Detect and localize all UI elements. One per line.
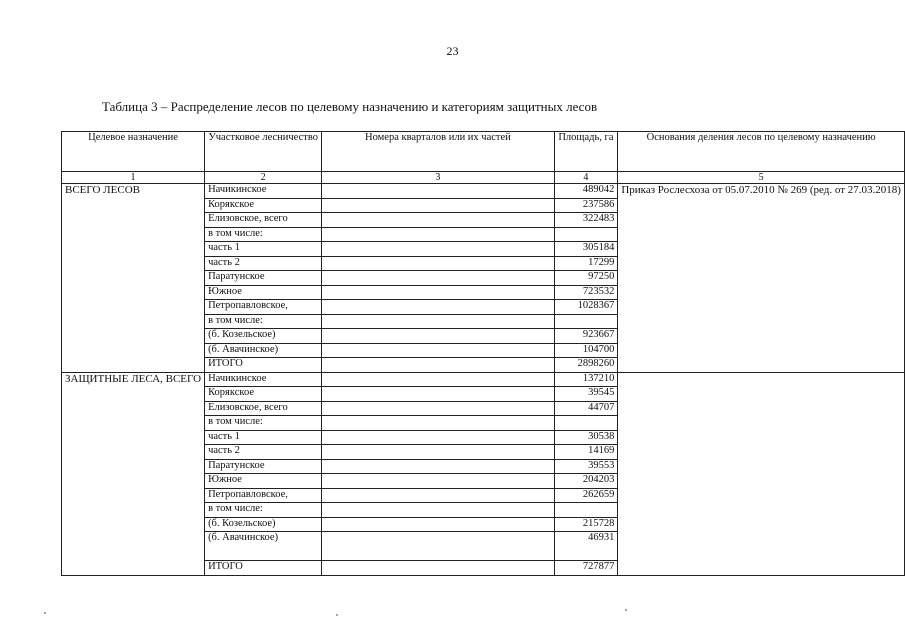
quarters-cell	[322, 517, 554, 532]
quarters-cell	[322, 532, 554, 561]
district-cell: в том числе:	[205, 416, 322, 431]
area-cell: 39545	[554, 387, 618, 402]
district-cell: (б. Козельское)	[205, 329, 322, 344]
quarters-cell	[322, 198, 554, 213]
column-number: 2	[205, 172, 322, 184]
district-cell: Паратунское	[205, 459, 322, 474]
quarters-cell	[322, 561, 554, 576]
quarters-cell	[322, 503, 554, 518]
header-purpose: Целевое назначение	[62, 132, 205, 172]
district-cell: часть 1	[205, 242, 322, 257]
quarters-cell	[322, 314, 554, 329]
quarters-cell	[322, 430, 554, 445]
table-row	[62, 184, 905, 199]
area-cell	[554, 227, 618, 242]
area-cell: 44707	[554, 401, 618, 416]
district-cell: (б. Авачинское)	[205, 343, 322, 358]
quarters-cell	[322, 329, 554, 344]
quarters-cell	[322, 343, 554, 358]
area-cell	[554, 503, 618, 518]
quarters-cell	[322, 445, 554, 460]
area-cell: 204203	[554, 474, 618, 489]
column-number: 4	[554, 172, 618, 184]
area-cell: 46931	[554, 532, 618, 561]
area-cell: 262659	[554, 488, 618, 503]
quarters-cell	[322, 358, 554, 373]
quarters-cell	[322, 459, 554, 474]
category-all-forests: ВСЕГО ЛЕСОВ	[62, 184, 205, 373]
area-cell	[554, 314, 618, 329]
quarters-cell	[322, 271, 554, 286]
total-area: 2898260	[554, 358, 618, 373]
area-cell: 322483	[554, 213, 618, 228]
area-cell: 97250	[554, 271, 618, 286]
header-row	[62, 132, 905, 172]
area-cell: 1028367	[554, 300, 618, 315]
area-cell: 305184	[554, 242, 618, 257]
district-cell: Южное	[205, 285, 322, 300]
area-cell: 17299	[554, 256, 618, 271]
total-label: ИТОГО	[205, 561, 322, 576]
column-number-row	[62, 172, 905, 184]
quarters-cell	[322, 416, 554, 431]
quarters-cell	[322, 387, 554, 402]
area-cell: 30538	[554, 430, 618, 445]
quarters-cell	[322, 488, 554, 503]
quarters-cell	[322, 242, 554, 257]
total-label: ИТОГО	[205, 358, 322, 373]
area-cell: 104700	[554, 343, 618, 358]
total-area: 727877	[554, 561, 618, 576]
scan-speck	[625, 609, 627, 611]
basis-cell	[618, 372, 905, 575]
header-basis: Основания деления лесов по целевому назначению	[618, 132, 905, 172]
category-protective-forests: ЗАЩИТНЫЕ ЛЕСА, ВСЕГО	[62, 372, 205, 575]
quarters-cell	[322, 401, 554, 416]
quarters-cell	[322, 372, 554, 387]
quarters-cell	[322, 256, 554, 271]
area-cell	[554, 416, 618, 431]
district-cell: Елизовское, всего	[205, 213, 322, 228]
quarters-cell	[322, 213, 554, 228]
area-cell: 237586	[554, 198, 618, 213]
area-cell: 215728	[554, 517, 618, 532]
scan-speck	[336, 614, 338, 616]
area-cell: 137210	[554, 372, 618, 387]
district-cell: в том числе:	[205, 227, 322, 242]
district-cell: (б. Авачинское)	[205, 532, 322, 561]
area-cell: 723532	[554, 285, 618, 300]
district-cell: Петропавловское,	[205, 488, 322, 503]
column-number: 1	[62, 172, 205, 184]
district-cell: в том числе:	[205, 503, 322, 518]
table-row	[62, 372, 905, 387]
header-district: Участковое лесничество	[205, 132, 322, 172]
area-cell: 14169	[554, 445, 618, 460]
area-cell: 39553	[554, 459, 618, 474]
district-cell: Петропавловское,	[205, 300, 322, 315]
district-cell: Паратунское	[205, 271, 322, 286]
area-cell: 923667	[554, 329, 618, 344]
district-cell: часть 1	[205, 430, 322, 445]
district-cell: Елизовское, всего	[205, 401, 322, 416]
quarters-cell	[322, 285, 554, 300]
quarters-cell	[322, 227, 554, 242]
basis-cell: Приказ Рослесхоза от 05.07.2010 № 269 (ред. от 27.03.2018)	[618, 184, 905, 373]
district-cell: Корякское	[205, 198, 322, 213]
scan-speck	[44, 612, 46, 614]
district-cell: Южное	[205, 474, 322, 489]
table-caption: Таблица 3 – Распределение лесов по целевому назначению и категориям защитных лесов	[102, 99, 598, 114]
quarters-cell	[322, 300, 554, 315]
district-cell: Начикинское	[205, 372, 322, 387]
district-cell: Начикинское	[205, 184, 322, 199]
header-quarters: Номера кварталов или их частей	[322, 132, 554, 172]
district-cell: Корякское	[205, 387, 322, 402]
district-cell: часть 2	[205, 256, 322, 271]
page-number: 23	[446, 44, 459, 58]
column-number: 5	[618, 172, 905, 184]
quarters-cell	[322, 184, 554, 199]
district-cell: в том числе:	[205, 314, 322, 329]
header-area: Площадь, га	[554, 132, 618, 172]
area-cell: 489042	[554, 184, 618, 199]
district-cell: (б. Козельское)	[205, 517, 322, 532]
forest-distribution-table	[61, 131, 905, 576]
quarters-cell	[322, 474, 554, 489]
district-cell: часть 2	[205, 445, 322, 460]
column-number: 3	[322, 172, 554, 184]
